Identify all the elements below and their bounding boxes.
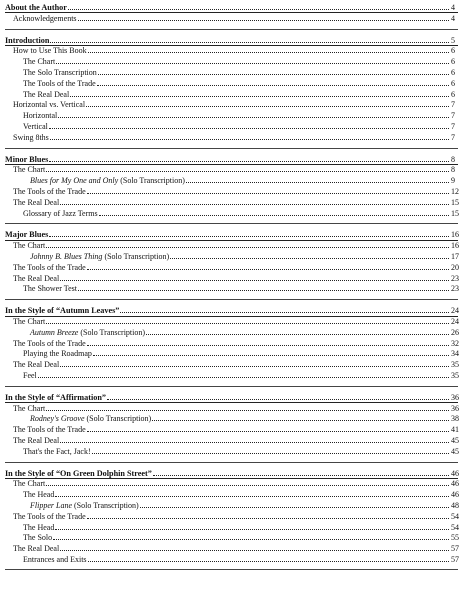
toc-entry[interactable] [0, 209, 464, 219]
toc-entry[interactable] [0, 425, 464, 435]
leader-dots [49, 236, 449, 237]
toc-page-number: 16 [451, 241, 459, 251]
toc-page-number: 23 [451, 284, 459, 294]
toc-page-number: 36 [451, 392, 459, 402]
leader-dots [56, 63, 449, 64]
toc-entry[interactable] [0, 523, 464, 533]
leader-dots [86, 106, 449, 107]
toc-entry[interactable] [0, 274, 464, 284]
leader-dots [60, 442, 449, 443]
toc-page-number: 8 [451, 154, 455, 164]
toc-page-number: 9 [451, 176, 455, 186]
toc-page-number: 4 [451, 13, 455, 23]
toc-entry-suffix: (Solo Transcription) [72, 501, 139, 510]
toc-entry-title: The Shower Test [23, 284, 77, 294]
leader-dots [55, 496, 449, 497]
leader-dots [53, 539, 449, 540]
toc-page-number: 4 [451, 3, 455, 12]
toc-page-number: 35 [451, 371, 459, 380]
toc-entry[interactable] [0, 90, 464, 100]
toc-entry[interactable] [0, 404, 464, 414]
toc-entry-suffix: (Solo Transcription) [102, 252, 170, 261]
toc-entry-title: Swing 8ths [13, 132, 49, 142]
toc-page-number: 57 [451, 544, 459, 554]
leader-dots [87, 193, 449, 194]
toc-entry-title: Acknowledgements [13, 13, 77, 23]
toc-page-number: 7 [451, 122, 455, 131]
leader-dots [46, 247, 449, 248]
toc-entry[interactable] [0, 57, 464, 67]
toc-page-number: 7 [451, 132, 455, 142]
toc-entry-title-italic: Autumn Breeze [30, 327, 79, 337]
toc-entry-title-italic: Rodney's Groove [30, 414, 85, 424]
toc-entry[interactable] [0, 252, 464, 262]
toc-page-number: 46 [451, 468, 459, 478]
toc-entry[interactable] [0, 349, 464, 359]
leader-dots [60, 366, 449, 367]
toc-entry[interactable] [0, 165, 464, 175]
toc-entry-title: That's the Fact, Jack! [23, 446, 91, 456]
leader-dots [92, 453, 449, 454]
leader-dots [46, 410, 449, 411]
toc-entry-title: The Tools of the Trade [13, 262, 86, 272]
toc-page-number: 6 [451, 57, 455, 67]
leader-dots [78, 20, 449, 21]
section-divider [5, 148, 458, 149]
leader-dots [152, 420, 449, 421]
toc-entry[interactable] [0, 501, 464, 511]
toc-entry-title: In the Style of “Affirmation” [5, 392, 106, 402]
toc-entry[interactable] [0, 111, 464, 121]
toc-page-number: 32 [451, 338, 459, 348]
toc-page-number: 41 [451, 425, 459, 435]
leader-dots [50, 139, 449, 140]
toc-entry-title: The Solo Transcription [23, 68, 97, 77]
leader-dots [140, 507, 449, 508]
toc-entry-title [30, 501, 139, 511]
leader-dots [97, 85, 449, 86]
leader-dots [88, 52, 449, 53]
leader-dots [146, 334, 449, 335]
toc-page-number: 8 [451, 165, 455, 175]
leader-dots [68, 9, 449, 10]
toc-page-number: 45 [451, 446, 459, 456]
section-divider [5, 299, 458, 300]
toc-entry-title: Major Blues [5, 230, 49, 240]
toc-entry-title: The Chart [13, 479, 46, 489]
leader-dots [93, 355, 449, 356]
toc-page-number: 24 [451, 306, 459, 316]
toc-entry[interactable] [0, 263, 464, 273]
toc-entry[interactable] [0, 317, 464, 327]
toc-entry-title: The Chart [13, 165, 46, 175]
section-divider [5, 386, 458, 387]
leader-dots [153, 475, 449, 476]
toc-entry[interactable] [0, 447, 464, 457]
toc-entry[interactable] [0, 328, 464, 338]
section-divider [5, 29, 458, 30]
toc-page-number: 23 [451, 273, 459, 283]
toc-entry-title: The Tools of the Trade [13, 187, 86, 196]
toc-entry-title: The Real Deal [13, 360, 60, 370]
leader-dots [70, 96, 449, 97]
toc-entry[interactable] [0, 339, 464, 349]
leader-dots [120, 312, 449, 313]
toc-entry[interactable] [0, 133, 464, 143]
toc-entry-title: Playing the Roadmap [23, 349, 92, 359]
toc-entry-title: The Chart [13, 403, 46, 413]
leader-dots [87, 269, 449, 270]
toc-entry[interactable] [0, 544, 464, 554]
leader-dots [87, 518, 449, 519]
toc-entry-title: Entrances and Exits [23, 555, 87, 564]
toc-page-number: 54 [451, 522, 459, 532]
toc-entry-title: Horizontal [23, 111, 58, 121]
toc-entry-title: Horizontal vs. Vertical [13, 100, 86, 110]
toc-entry[interactable] [0, 512, 464, 522]
toc-page-number: 6 [451, 89, 455, 99]
toc-page-number: 17 [451, 252, 459, 261]
toc-entry-title: The Real Deal [23, 89, 70, 99]
toc-entry-title: The Chart [13, 241, 46, 251]
toc-page-number: 16 [451, 230, 459, 240]
toc-page-number: 38 [451, 414, 459, 424]
toc-page-number: 48 [451, 501, 459, 510]
toc-page-number: 5 [451, 35, 455, 45]
toc-entry[interactable] [0, 68, 464, 78]
leader-dots [87, 431, 449, 432]
toc-entry[interactable] [0, 555, 464, 565]
toc-entry-title: In the Style of “On Green Dolphin Street” [5, 468, 152, 478]
toc-entry[interactable] [0, 436, 464, 446]
leader-dots [107, 399, 449, 400]
leader-dots [60, 280, 449, 281]
toc-entry-title [30, 328, 145, 338]
toc-entry-title: Glossary of Jazz Terms [23, 208, 98, 218]
toc-page-number: 6 [451, 78, 455, 88]
toc-entry-title: The Head [23, 490, 55, 500]
toc-entry-title: The Solo [23, 533, 53, 543]
leader-dots [46, 171, 449, 172]
leader-dots [49, 161, 449, 162]
toc-entry[interactable] [0, 187, 464, 197]
toc-page-number: 15 [451, 208, 459, 218]
toc-entry-title: The Real Deal [13, 197, 60, 207]
toc-page-number: 36 [451, 403, 459, 413]
toc-entry-title: The Chart [13, 317, 46, 326]
toc-entry[interactable] [0, 241, 464, 251]
toc-page-number: 20 [451, 262, 459, 272]
toc-entry-suffix: (Solo Transcription) [84, 414, 152, 424]
toc-entry-title: The Tools of the Trade [13, 425, 86, 435]
toc-entry[interactable] [0, 414, 464, 424]
toc-entry-title: Feel [23, 371, 37, 380]
leader-dots [87, 345, 449, 346]
toc-page-number: 15 [451, 197, 459, 207]
toc-page-number: 26 [451, 327, 459, 337]
toc-entry[interactable] [0, 360, 464, 370]
toc-entry-title: About the Author [5, 3, 67, 12]
toc-entry[interactable] [0, 46, 464, 56]
toc-entry[interactable] [0, 284, 464, 294]
leader-dots [38, 377, 449, 378]
toc-entry-title [30, 176, 185, 186]
leader-dots [60, 550, 449, 551]
section-divider [5, 569, 458, 570]
leader-dots [55, 529, 449, 530]
toc-entry-title: The Tools of the Trade [13, 511, 86, 521]
leader-dots [50, 42, 449, 43]
toc-page-number: 6 [451, 46, 455, 56]
toc-entry[interactable] [0, 176, 464, 186]
toc-entry-title: How to Use This Book [13, 46, 87, 56]
toc-page-number: 7 [451, 100, 455, 110]
toc-entry-title: The Tools of the Trade [13, 338, 86, 348]
leader-dots [88, 561, 449, 562]
toc-entry-title: The Real Deal [13, 544, 60, 554]
toc-page-number: 35 [451, 360, 459, 370]
leader-dots [186, 182, 449, 183]
toc-entry[interactable] [0, 79, 464, 89]
toc-page-number: 54 [451, 511, 459, 521]
toc-page-number: 7 [451, 111, 455, 121]
toc-entry[interactable] [0, 490, 464, 500]
leader-dots [99, 215, 449, 216]
toc-entry[interactable] [0, 14, 464, 24]
toc-entry[interactable] [0, 122, 464, 132]
toc-entry-suffix: (Solo Transcription) [78, 327, 146, 337]
toc-entry-title: The Tools of the Trade [23, 78, 96, 88]
toc-entry-title: Vertical [23, 122, 48, 131]
toc-page-number: 45 [451, 436, 459, 445]
toc-entry-title: The Real Deal [13, 436, 60, 445]
toc-page-number: 55 [451, 533, 459, 543]
toc-page-number: 12 [451, 187, 459, 196]
toc-entry-title: In the Style of “Autumn Leaves” [5, 306, 120, 316]
toc-entry-title: Introduction [5, 35, 50, 45]
toc-entry-title: Minor Blues [5, 154, 49, 164]
leader-dots [170, 258, 449, 259]
toc-entry-title: The Head [23, 522, 55, 532]
toc-entry[interactable] [0, 371, 464, 381]
toc-page-number: 57 [451, 555, 459, 564]
toc-entry-title: The Real Deal [13, 273, 60, 283]
toc-entry[interactable] [0, 100, 464, 110]
leader-dots [46, 323, 449, 324]
toc-entry-title: The Chart [23, 57, 56, 67]
toc-page-number: 46 [451, 479, 459, 489]
toc-page-number: 24 [451, 317, 459, 326]
toc-entry-suffix: (Solo Transcription) [118, 176, 185, 186]
leader-dots [49, 128, 449, 129]
toc-page-number: 6 [451, 68, 455, 77]
toc-entry-title-italic: Johnny B. Blues Thing [30, 252, 103, 261]
toc-page-number: 46 [451, 490, 459, 500]
section-divider [5, 462, 458, 463]
toc-entry-title-italic: Blues for My One and Only [30, 176, 119, 186]
leader-dots [60, 204, 449, 205]
leader-dots [58, 117, 449, 118]
leader-dots [98, 74, 449, 75]
toc-entry[interactable] [0, 479, 464, 489]
toc-entry-title [30, 414, 151, 424]
toc-page-number: 34 [451, 349, 459, 359]
section-divider [5, 223, 458, 224]
toc-entry[interactable] [0, 533, 464, 543]
leader-dots [78, 290, 449, 291]
toc-entry[interactable] [0, 198, 464, 208]
toc-entry-title-italic: Flipper Lane [30, 501, 72, 510]
leader-dots [46, 485, 449, 486]
toc-entry-title [30, 252, 169, 262]
